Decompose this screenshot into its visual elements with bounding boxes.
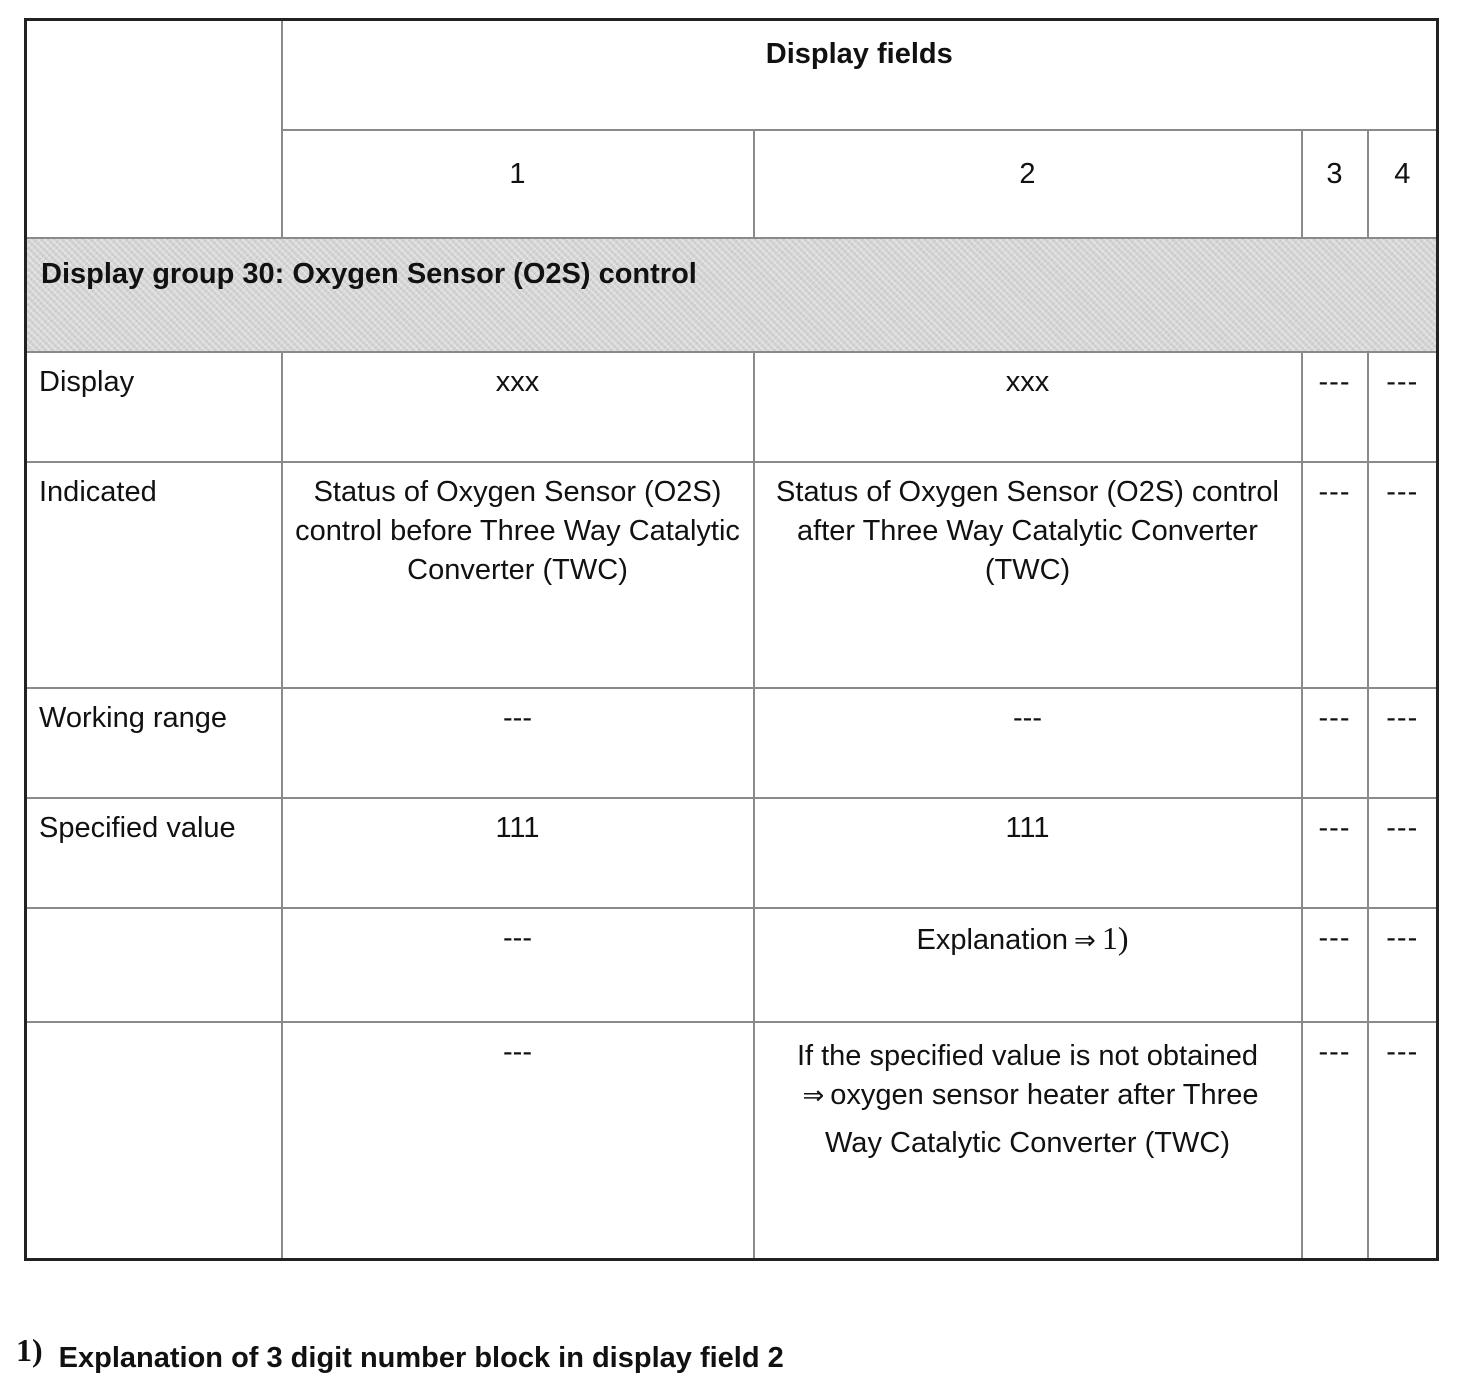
corner-cell — [26, 20, 282, 238]
row-label-indicated: Indicated — [26, 462, 282, 688]
remedy-line-3: Way Catalytic Converter (TWC) — [825, 1126, 1230, 1159]
footnote-mark: 1) — [16, 1332, 43, 1368]
field-number-3: 3 — [1302, 130, 1368, 238]
explanation-text — [916, 919, 1128, 961]
field-number-1: 1 — [282, 130, 754, 238]
indicated-field-1-value: Status of Oxygen Sensor (O2S) control before Three Way Catalytic Converter (TWC) — [282, 462, 754, 688]
explain-field-1-value: --- — [282, 908, 754, 1022]
indicated-field-2-value: Status of Oxygen Sensor (O2S) control after Three Way Catalytic Converter (TWC) — [754, 462, 1302, 688]
indicated-field-4-value: --- — [1368, 462, 1438, 688]
specified-field-3-value: --- — [1302, 798, 1368, 908]
right-double-arrow-icon: ⇒ — [1074, 925, 1096, 956]
working-range-field-3-value: --- — [1302, 688, 1368, 798]
table-row — [26, 462, 1438, 688]
remedy-field-3-value: --- — [1302, 1022, 1368, 1260]
remedy-line-1: If the specified value is not obtained — [796, 1039, 1259, 1072]
row-label-empty — [26, 908, 282, 1022]
working-range-field-1-value: --- — [282, 688, 754, 798]
display-group-title: Display group 30: Oxygen Sensor (O2S) control — [26, 238, 1438, 352]
row-label-display: Display — [26, 352, 282, 462]
display-group-table — [24, 18, 1439, 1261]
display-field-1-value: xxx — [282, 352, 754, 462]
table-row — [26, 352, 1438, 462]
explain-field-4-value: --- — [1368, 908, 1438, 1022]
working-range-field-4-value: --- — [1368, 688, 1438, 798]
row-label-specified-value: Specified value — [26, 798, 282, 908]
remedy-line-2-text: oxygen sensor heater after Three — [830, 1078, 1259, 1111]
footnote-reference: 1) — [1101, 919, 1129, 956]
display-field-3-value: --- — [1302, 352, 1368, 462]
table-row — [26, 688, 1438, 798]
field-number-2: 2 — [754, 130, 1302, 238]
specified-field-4-value: --- — [1368, 798, 1438, 908]
display-fields-heading: Display fields — [282, 20, 1438, 130]
indicated-field-3-value: --- — [1302, 462, 1368, 688]
row-label-working-range: Working range — [26, 688, 282, 798]
explanation-label: Explanation — [916, 923, 1069, 956]
table-row — [26, 1022, 1438, 1260]
remedy-line-2 — [761, 1076, 1295, 1116]
footnote — [16, 1332, 784, 1375]
specified-field-1-value: 111 — [282, 798, 754, 908]
remedy-field-4-value: --- — [1368, 1022, 1438, 1260]
display-field-2-value: xxx — [754, 352, 1302, 462]
explain-field-3-value: --- — [1302, 908, 1368, 1022]
table-row — [26, 908, 1438, 1022]
working-range-field-2-value: --- — [754, 688, 1302, 798]
right-double-arrow-icon: ⇒ — [802, 1080, 825, 1111]
specified-field-2-value: 111 — [754, 798, 1302, 908]
remedy-field-2-cell — [754, 1022, 1302, 1260]
header-row — [26, 20, 1438, 130]
explain-field-2-cell — [754, 908, 1302, 1022]
group-row — [26, 238, 1438, 352]
table-row — [26, 798, 1438, 908]
remedy-field-1-value: --- — [282, 1022, 754, 1260]
field-number-4: 4 — [1368, 130, 1438, 238]
display-field-4-value: --- — [1368, 352, 1438, 462]
footnote-text: Explanation of 3 digit number block in display field 2 — [58, 1342, 784, 1374]
row-label-empty — [26, 1022, 282, 1260]
